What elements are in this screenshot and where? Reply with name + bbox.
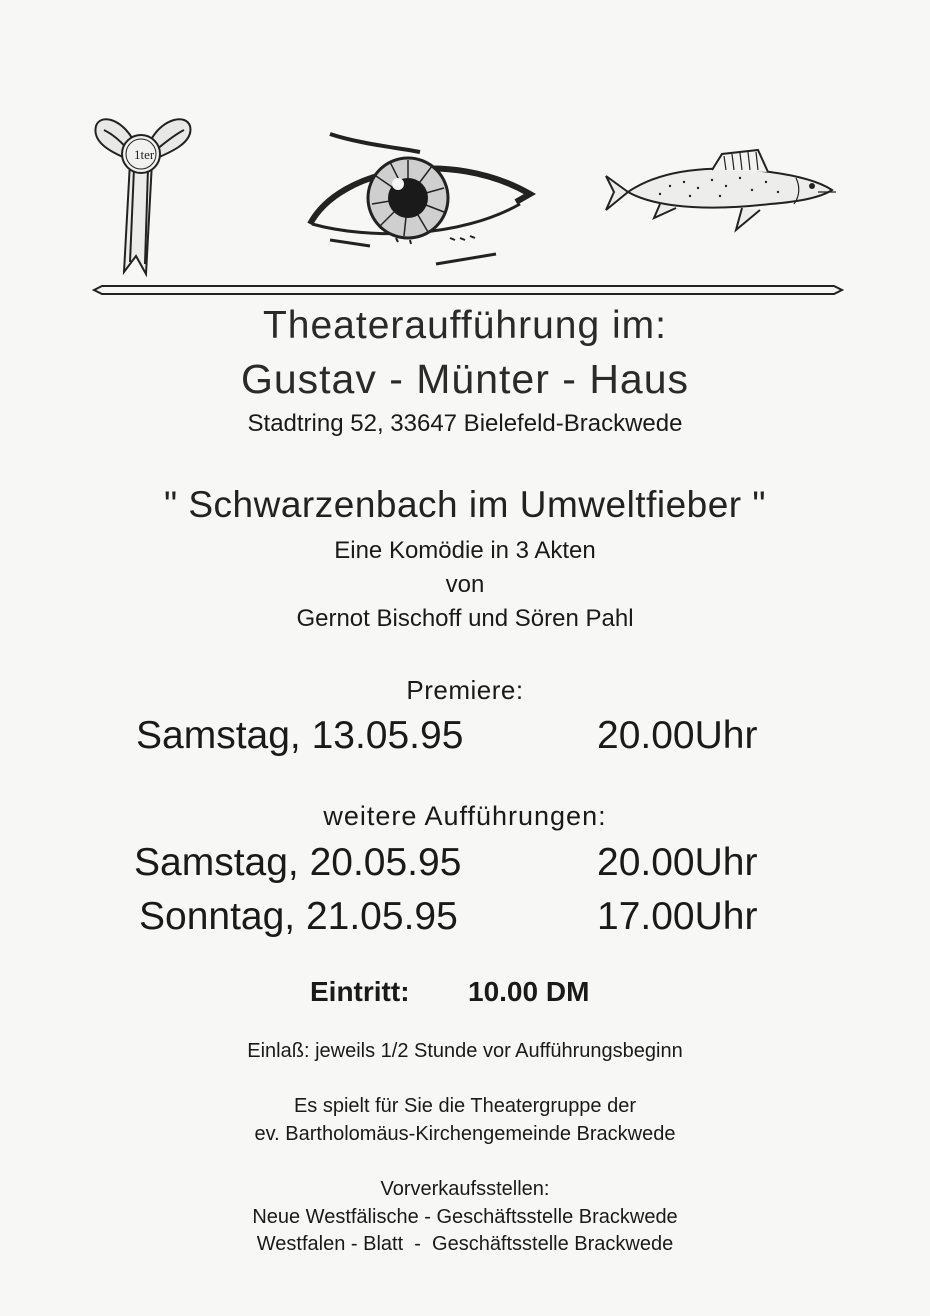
play-title: " Schwarzenbach im Umweltfieber " [163,484,767,525]
play-authors: Gernot Bischoff und Sören Pahl [296,605,634,632]
further-shows-label: weitere Aufführungen: [323,801,607,831]
doors-note: Einlaß: jeweils 1/2 Stunde vor Aufführungsbeginn [247,1040,683,1062]
presale-location-1: Neue Westfälische - Geschäftsstelle Brackwede [252,1206,678,1228]
fish-icon [600,148,840,238]
ribbon-label: 1ter [134,147,155,162]
divider-rule [92,283,844,297]
ribbon-rosette-icon [90,112,198,282]
premiere-date: Samstag, 13.05.95 [136,714,464,757]
admission-label: Eintritt: [310,976,410,1007]
show-date: Sonntag, 21.05.95 [139,895,458,938]
premiere-time: 20.00Uhr [597,714,758,757]
play-genre: Eine Komödie in 3 Akten [334,537,596,564]
group-line-1: Es spielt für Sie die Theatergruppe der [293,1095,637,1117]
eye-icon [300,128,540,268]
venue-address: Stadtring 52, 33647 Bielefeld-Brackwede [247,410,683,437]
show-time: 20.00Uhr [597,841,758,884]
group-line-2: ev. Bartholomäus-Kirchengemeinde Brackwede [254,1123,676,1145]
show-date: Samstag, 20.05.95 [134,841,462,884]
presale-location-2: Westfalen - Blatt - Geschäftsstelle Brackwede [256,1233,674,1255]
premiere-label: Premiere: [406,675,524,705]
title-line-1: Theateraufführung im: [262,304,667,347]
play-by: von [445,571,485,598]
presale-label: Vorverkaufsstellen: [380,1178,550,1200]
admission-price: 10.00 DM [468,976,590,1007]
venue-name: Gustav - Münter - Haus [240,356,690,402]
show-time: 17.00Uhr [597,895,758,938]
